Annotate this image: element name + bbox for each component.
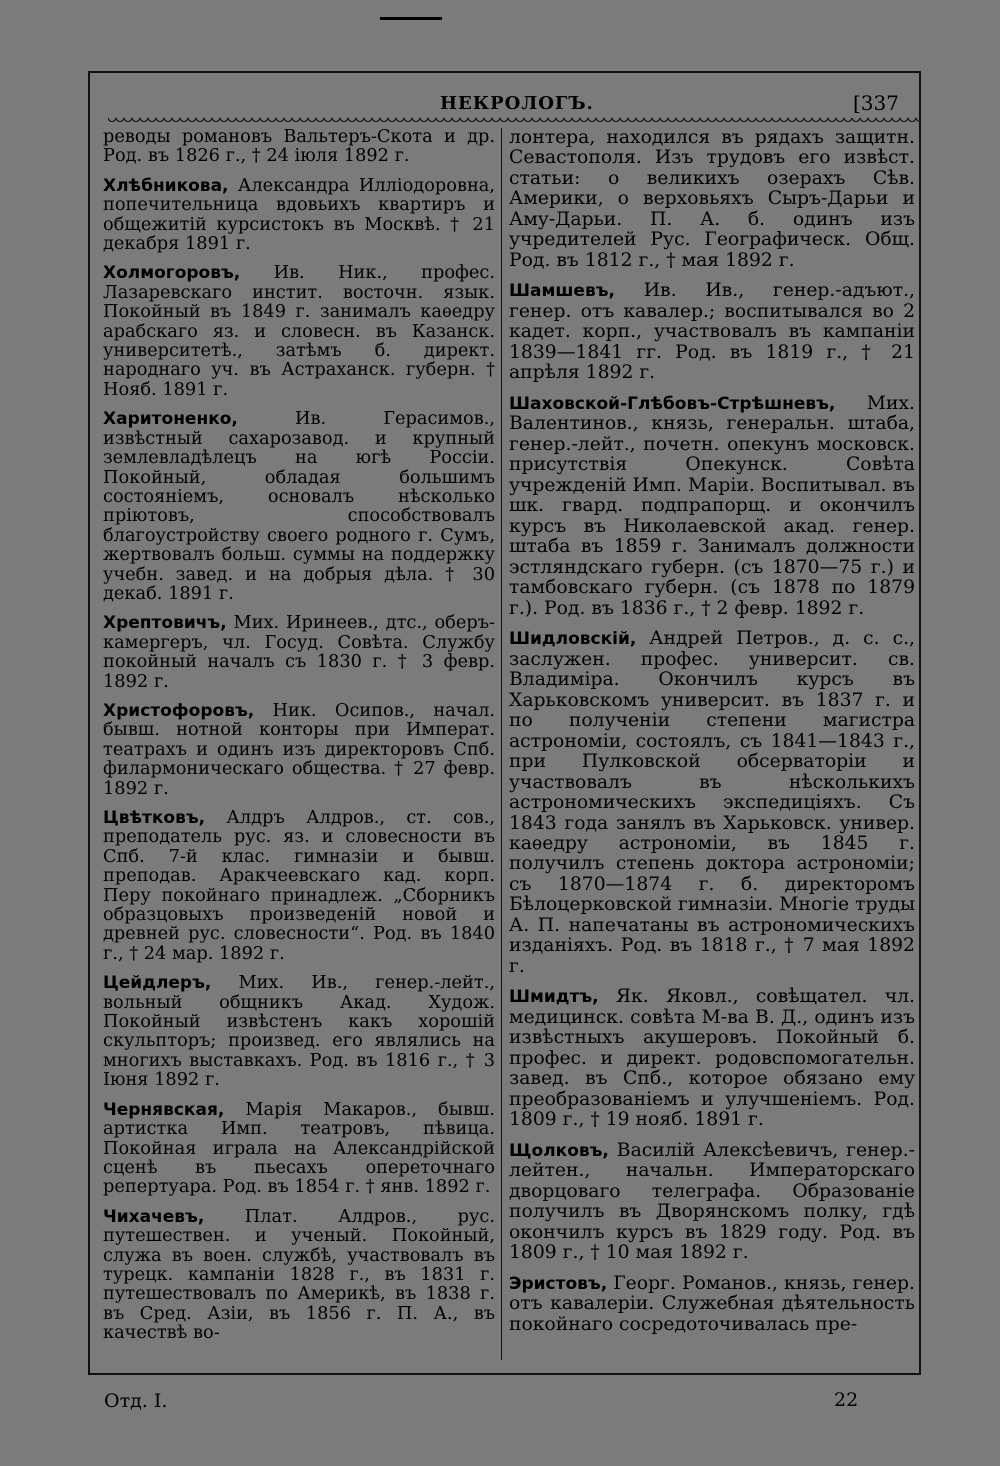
obituary-entry — [509, 128, 915, 271]
entry-name: Хрептовичъ, — [103, 613, 227, 634]
entry-name: Христофоровъ, — [103, 700, 255, 721]
obituary-entry — [509, 394, 915, 619]
entry-text: Як. Яковл., совѣщател. чл. медицинск. совѣта М-ва В. Д., одинъ изъ извѣстныхъ акушеровъ. Покойный б. профес. и директ. родовспомогательн. завед. въ Спб., которое обязано ему преобразованіемъ и улучшеніемъ. Род. 1809 г., † 19 нояб. 1891 г. — [509, 986, 915, 1131]
entry-text: Мих. Ив., генер.-лейт., вольный общникъ Акад. Худож. Покойный извѣстенъ какъ хорошій скульпторъ; произвед. его являлись на многихъ выставкахъ. Род. въ 1816 г., † 3 Іюня 1892 г. — [103, 973, 495, 1091]
entry-name: Чихачевъ, — [103, 1206, 205, 1227]
obituary-entry — [509, 987, 915, 1130]
footer-section-label: Отд. I. — [104, 1390, 168, 1412]
entry-name: Цвѣтковъ, — [103, 808, 206, 828]
entry-name: Шидловскій, — [509, 629, 637, 650]
right-column — [509, 128, 915, 1345]
obituary-entry — [103, 410, 495, 604]
column-divider — [501, 128, 502, 1360]
entry-text: Плат. Алдров., рус. путешествен. и ученый. Покойный, служа въ воен. службѣ, участвовалъ въ турецк. кампаніи 1828 г., въ 1831 г. путешествовалъ по Америкѣ, въ 1838 г. въ Сред. Азіи, въ 1856 г. П. А., въ качествѣ во- — [103, 1206, 495, 1344]
running-header-title: НЕКРОЛОГЪ. — [440, 93, 594, 114]
entry-text: Андрей Петров., д. с. с., заслужен. профес. университ. св. Владиміра. Окончилъ курсъ въ Харьковскомъ университ. въ 1837 г. и по полученіи степени магистра астрономіи, состоялъ, съ 1841—1843 г., при Пулковской обсерваторіи и участвовалъ въ нѣсколькихъ астрономическихъ экспедиціяхъ. Съ 1843 года занялъ въ Харьковск. универ. каѳедру астрономіи, въ 1845 г. получилъ степень доктора астрономіи; съ 1870—1874 г. б. директоромъ Бѣлоцерковской гимназіи. Многіе труды А. П. напечатаны въ астрономическихъ изданіяхъ. Род. въ 1818 г., † 7 мая 1892 г. — [509, 628, 915, 977]
obituary-entry — [103, 614, 495, 692]
entry-text: Ив. Ив., генер.-адъют., генер. отъ кавалер.; воспитывался во 2 кадет. корп., участвовалъ въ кампаніи 1839—1841 гг. Род. въ 1819 г., † 21 апрѣля 1892 г. — [509, 280, 915, 384]
entry-text: Алдръ Алдров., ст. сов., преподатель рус. яз. и словесности въ Спб. 7-й клас. гимназіи и бывш. преподав. Аракчеевскаго кад. корп. Перу покойнаго принадлеж. „Сборникъ образцовыхъ произведеній новой и древней рус. словесности“. Род. въ 1840 г., † 24 мар. 1892 г. — [103, 808, 495, 964]
obituary-entry — [103, 264, 495, 400]
entry-text: Александра Илліодоровна, попечительница вдовьихъ квартиръ и общежитій курсистокъ въ Москвѣ. † 21 декабря 1891 г. — [103, 175, 495, 255]
left-column — [103, 128, 495, 1354]
entry-text: Ив. Герасимов., извѣстный сахарозавод. и крупный землевладѣлецъ на югѣ Россіи. Покойный, обладая большимъ состояніемъ, основалъ нѣсколько пріютовъ, способствовалъ благоустройству своего родного г. Сумъ, жертвовалъ больш. суммы на поддержку учебн. завед. и на добрыя дѣла. † 30 декаб. 1891 г. — [103, 409, 495, 604]
obituary-entry — [509, 281, 915, 383]
footer-signature-mark: 22 — [834, 1389, 859, 1411]
entry-name: Хлѣбникова, — [103, 175, 229, 196]
entry-text: Мих. Иринеев., дтс., оберъ-камергеръ, чл. Госуд. Совѣта. Службу покойный началъ съ 1830 г. † 3 февр. 1892 г. — [103, 613, 495, 692]
obituary-entry — [509, 1141, 915, 1264]
entry-text: Георг. Романов., князь, генер. отъ кавалеріи. Служебная дѣятельность покойнаго сосредоточивалась пре- — [509, 1272, 915, 1335]
obituary-entry — [103, 1101, 495, 1198]
obituary-entry — [103, 128, 495, 167]
header-wavy-rule — [108, 118, 920, 126]
entry-name: Шамшевъ, — [509, 281, 615, 302]
entry-name: Шмидтъ, — [509, 987, 599, 1008]
obituary-entry — [509, 629, 915, 977]
entry-text: Василій Алексѣевичъ, генер.-лейтен., начальн. Императорскаго дворцоваго телеграфа. Образованіе получилъ въ Дворянскомъ полку, гдѣ окончилъ курсъ въ 1829 году. Род. въ 1809 г., † 10 мая 1892 г. — [509, 1139, 915, 1264]
page-number: [337 — [853, 91, 899, 115]
top-rule — [380, 17, 442, 20]
obituary-entry — [103, 177, 495, 255]
entry-name: Эристовъ, — [509, 1273, 608, 1294]
obituary-entry — [103, 974, 495, 1090]
obituary-entry — [103, 702, 495, 799]
entry-name: Щолковъ, — [509, 1140, 609, 1161]
obituary-entry — [103, 1208, 495, 1344]
entry-text: лонтера, находился въ рядахъ защитн. Севастополя. Изъ трудовъ его извѣст. статьи: о великихъ озерахъ Сѣв. Америки, о верховьяхъ Сыръ-Дарьи и Аму-Дарьи. П. А. б. одинъ изъ учредителей Рус. Географическ. Общ. Род. въ 1812 г., † мая 1892 г. — [509, 127, 915, 271]
entry-text: Ив. Ник., профес. Лазаревскаго инстит. восточн. язык. Покойный въ 1849 г. занималъ каѳедру арабскаго яз. и словесн. въ Казанск. университетѣ., затѣмъ б. директ. народнаго уч. въ Астраханск. губерн. † Нояб. 1891 г. — [103, 263, 495, 400]
obituary-entry — [103, 809, 495, 964]
entry-text: реводы романовъ Вальтеръ-Скота и др. Род. въ 1826 г., † 24 іюля 1892 г. — [103, 127, 495, 167]
obituary-entry — [509, 1274, 915, 1335]
entry-name: Цейдлеръ, — [103, 973, 212, 994]
entry-text: Марія Макаров., бывш. артистка Имп. театровъ, пѣвица. Покойная играла на Александрійской сценѣ въ пьесахъ опереточнаго репертуара. Род. въ 1854 г. † янв. 1892 г. — [103, 1099, 495, 1198]
entry-name: Харитоненко, — [103, 409, 238, 430]
entry-name: Холмогоровъ, — [103, 263, 241, 284]
entry-text: Ник. Осипов., начал. бывш. нотной конторы при Императ. театрахъ и одинъ изъ директоровъ Спб. филармоническаго общества. † 27 февр. 1892 г. — [103, 700, 495, 799]
entry-name: Шаховской-Глѣбовъ-Стрѣшневъ, — [509, 393, 836, 414]
entry-name: Чернявская, — [103, 1099, 225, 1120]
entry-text: Мих. Валентинов., князь, генеральн. штаба, генер.-лейт., почетн. опекунъ московск. присутствія Опекунск. Совѣта учрежденій Имп. Маріи. Воспитывал. въ шк. гвард. подпрапорщ. и окончилъ курсъ въ Николаевской акад. генер. штаба въ 1859 г. Занималъ должности эстляндскаго губерн. (съ 1870—75 г.) и тамбовскаго губерн. (съ 1878 по 1879 г.). Род. въ 1836 г., † 2 февр. 1892 г. — [509, 392, 915, 619]
